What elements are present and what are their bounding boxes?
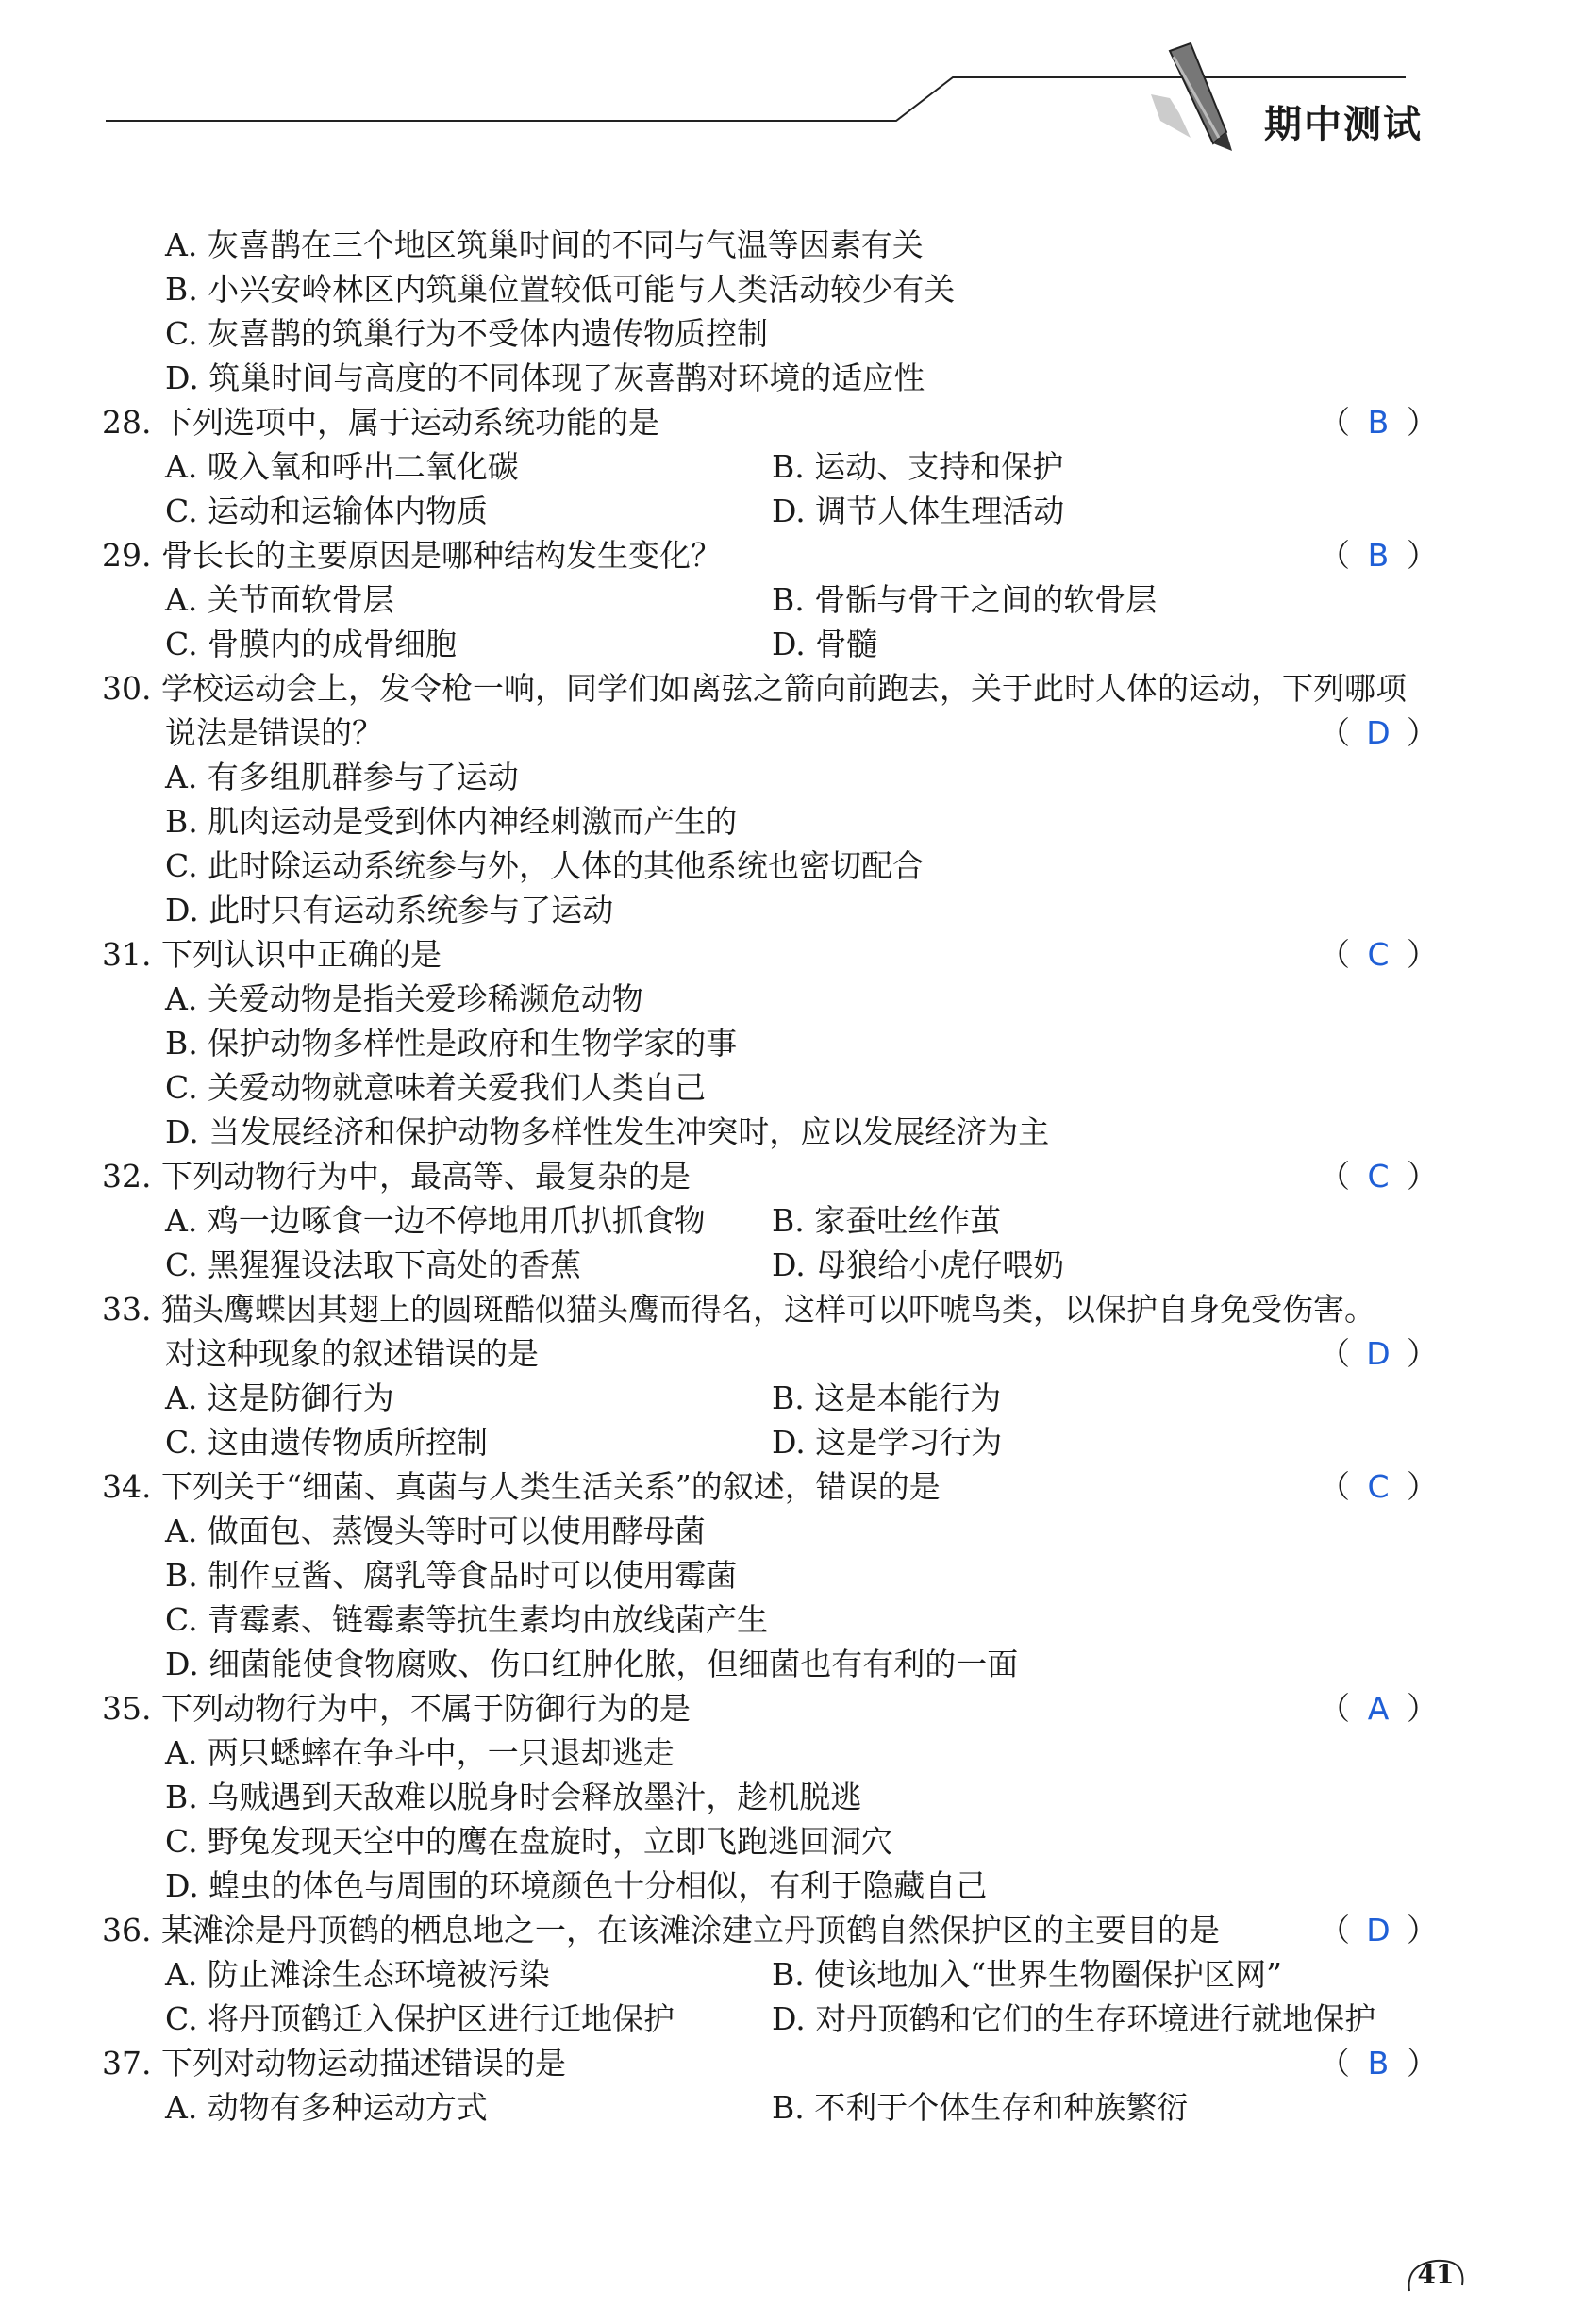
question-text: 说法是错误的？ <box>165 714 383 751</box>
option-text: A. 这是防御行为 <box>165 1379 394 1416</box>
option-text: D. 此时只有运动系统参与了运动 <box>165 892 614 928</box>
answer-letter: C <box>1367 936 1390 973</box>
answer-letter: D <box>1366 1335 1391 1372</box>
option-text: D. 母狼给小虎仔喂奶 <box>772 1246 1065 1283</box>
page-header <box>0 0 1583 170</box>
question-text: 30. 学校运动会上，发令枪一响，同学们如离弦之箭向前跑去，关于此时人体的运动，下列哪项 <box>102 670 1407 707</box>
option-text: B. 小兴安岭林区内筑巢位置较低可能与人类活动较少有关 <box>165 271 956 308</box>
answer-bracket: （ D ） <box>1319 714 1438 751</box>
option-text: A. 有多组肌群参与了运动 <box>165 759 519 795</box>
answer-letter: B <box>1367 2045 1390 2082</box>
option-text: B. 乌贼遇到天敌难以脱身时会释放墨汁，趁机脱逃 <box>165 1779 862 1815</box>
question-text: 29. 骨长长的主要原因是哪种结构发生变化？ <box>102 537 722 574</box>
option-text: D. 细菌能使食物腐败、伤口红肿化脓，但细菌也有有利的一面 <box>165 1646 1019 1682</box>
option-text: C. 此时除运动系统参与外，人体的其他系统也密切配合 <box>165 847 925 884</box>
option-text: C. 这由遗传物质所控制 <box>165 1424 489 1461</box>
option-text: C. 野兔发现天空中的鹰在盘旋时，立即飞跑逃回洞穴 <box>165 1823 893 1860</box>
question-text: 37. 下列对动物运动描述错误的是 <box>102 2045 566 2082</box>
option-text: A. 两只蟋蟀在争斗中，一只退却逃走 <box>165 1734 675 1771</box>
answer-bracket: （ B ） <box>1319 404 1438 441</box>
answer-bracket: （ A ） <box>1319 1690 1438 1727</box>
option-text: B. 制作豆酱、腐乳等食品时可以使用霉菌 <box>165 1557 738 1594</box>
option-text: D. 当发展经济和保护动物多样性发生冲突时，应以发展经济为主 <box>165 1113 1050 1150</box>
option-text: C. 灰喜鹊的筑巢行为不受体内遗传物质控制 <box>165 315 769 352</box>
answer-letter: D <box>1366 1912 1391 1948</box>
option-text: A. 吸入氧和呼出二氧化碳 <box>165 448 519 485</box>
option-text: B. 保护动物多样性是政府和生物学家的事 <box>165 1025 738 1062</box>
page-title: 期中测试 <box>1264 103 1423 146</box>
answer-bracket: （ D ） <box>1319 1912 1438 1948</box>
option-text: A. 灰喜鹊在三个地区筑巢时间的不同与气温等因素有关 <box>165 226 924 263</box>
option-text: B. 家蚕吐丝作茧 <box>772 1202 1002 1239</box>
answer-letter: B <box>1367 404 1390 441</box>
option-text: B. 骨骺与骨干之间的软骨层 <box>772 581 1158 618</box>
option-text: D. 骨髓 <box>772 626 878 662</box>
option-text: A. 鸡一边啄食一边不停地用爪扒抓食物 <box>165 1202 706 1239</box>
question-text: 对这种现象的叙述错误的是 <box>165 1335 539 1372</box>
answer-letter: C <box>1367 1158 1390 1195</box>
option-text: C. 运动和运输体内物质 <box>165 493 489 529</box>
option-text: B. 这是本能行为 <box>772 1379 1002 1416</box>
question-text: 32. 下列动物行为中，最高等、最复杂的是 <box>102 1158 691 1195</box>
option-text: B. 不利于个体生存和种族繁衍 <box>772 2089 1189 2126</box>
option-text: C. 关爱动物就意味着关爱我们人类自己 <box>165 1069 707 1106</box>
answer-bracket: （ C ） <box>1319 1468 1438 1505</box>
option-text: B. 运动、支持和保护 <box>772 448 1064 485</box>
option-text: A. 关爱动物是指关爱珍稀濒危动物 <box>165 980 643 1017</box>
question-text: 28. 下列选项中，属于运动系统功能的是 <box>102 404 659 441</box>
page-number: 41 <box>1417 2259 1455 2290</box>
answer-bracket: （ C ） <box>1319 936 1438 973</box>
answer-letter: A <box>1367 1690 1390 1727</box>
option-text: B. 使该地加入“世界生物圈保护区网” <box>772 1956 1282 1993</box>
option-text: D. 筑巢时间与高度的不同体现了灰喜鹊对环境的适应性 <box>165 359 925 396</box>
answer-letter: B <box>1367 537 1390 574</box>
question-text: 35. 下列动物行为中，不属于防御行为的是 <box>102 1690 691 1727</box>
answer-letter: C <box>1367 1468 1390 1505</box>
answer-bracket: （ D ） <box>1319 1335 1438 1372</box>
question-text: 34. 下列关于“细菌、真菌与人类生活关系”的叙述，错误的是 <box>102 1468 941 1505</box>
question-text: 31. 下列认识中正确的是 <box>102 936 442 973</box>
option-text: C. 骨膜内的成骨细胞 <box>165 626 458 662</box>
option-text: D. 对丹顶鹤和它们的生存环境进行就地保护 <box>772 2000 1376 2037</box>
pencil-icon <box>1151 43 1232 151</box>
option-text: D. 蝗虫的体色与周围的环境颜色十分相似，有利于隐藏自己 <box>165 1867 988 1904</box>
page-number-badge <box>1404 2253 1468 2300</box>
option-text: D. 调节人体生理活动 <box>772 493 1065 529</box>
option-text: D. 这是学习行为 <box>772 1424 1003 1461</box>
question-text: 36. 某滩涂是丹顶鹤的栖息地之一，在该滩涂建立丹顶鹤自然保护区的主要目的是 <box>102 1912 1220 1948</box>
question-text: 33. 猫头鹰蝶因其翅上的圆斑酷似猫头鹰而得名，这样可以吓唬鸟类，以保护自身免受伤害。 <box>102 1291 1375 1328</box>
option-text: A. 做面包、蒸馒头等时可以使用酵母菌 <box>165 1513 706 1549</box>
option-text: A. 关节面软骨层 <box>165 581 394 618</box>
option-text: C. 黑猩猩设法取下高处的香蕉 <box>165 1246 582 1283</box>
option-text: B. 肌肉运动是受到体内神经刺激而产生的 <box>165 803 738 840</box>
option-text: A. 动物有多种运动方式 <box>165 2089 488 2126</box>
answer-bracket: （ B ） <box>1319 2045 1438 2082</box>
answer-bracket: （ C ） <box>1319 1158 1438 1195</box>
option-text: C. 青霉素、链霉素等抗生素均由放线菌产生 <box>165 1601 769 1638</box>
answer-letter: D <box>1366 714 1391 751</box>
answer-bracket: （ B ） <box>1319 537 1438 574</box>
option-text: C. 将丹顶鹤迁入保护区进行迁地保护 <box>165 2000 675 2037</box>
option-text: A. 防止滩涂生态环境被污染 <box>165 1956 550 1993</box>
